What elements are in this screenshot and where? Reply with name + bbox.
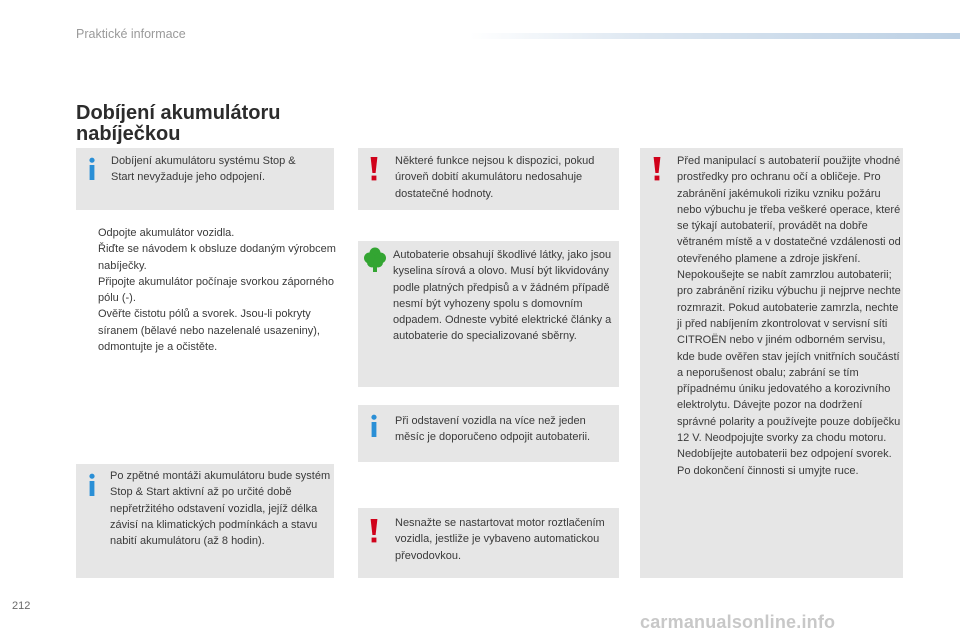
- info-box-stop-start: [76, 148, 334, 210]
- eco-box-text: Autobaterie obsahují škodlivé látky, jako jsou kyselina sírová a olovo. Musí být likvidovány podle platných předpisů a v žádném případě nesmí být vyhozeny spolu s domovním odpadem. Odneste vybité elektrické články a autobaterie do specializované sběrny.: [393, 249, 612, 343]
- list-item: Připojte akumulátor počínaje svorkou záporného pólu (-).: [98, 275, 335, 305]
- eco-box-disposal: [358, 241, 619, 387]
- recycling-tree-icon: [364, 247, 386, 273]
- warning-box-text: Před manipulací s autobaterií použijte vhodné prostředky pro ochranu očí a obličeje. Pro zabránění jakémukoli riziku vzniku požáru nebo výbuchu je třeba veškeré operace, které se týkají autobaterií, provádět na dobře větraném místě a v dostatečné vzdálenosti od otevřeného plamene a zdroje jiskření. Nepokoušejte se nabít zamrzlou autobaterii; pro zabránění riziku výbuchu ji nejprve nechte rozmrazit. Pokud autobaterie zamrzla, nechte ji před nabíjením zkontrolovat v servisní síti CITROËN nebo v jiném odborném servisu, kde bude ověřen stav jejích vnitřních součástí a neporušenost obalu; zabrání se tím případnému úniku jedovatého a korozivního elektrolytu. Dávejte pozor na dodržení správné polarity a používejte pouze dobíječku 12 V. Neodpojujte svorky za chodu motoru. Nedobíjejte autobaterii bez odpojení svorek. Po dokončení činnosti si umyjte ruce.: [677, 155, 901, 477]
- info-box-disconnect: [358, 405, 619, 462]
- list-item: Ověřte čistotu pólů a svorek. Jsou-li pokryty síranem (bělavé nebo nazelenalé usazeniny), odmontujte je a očistěte.: [98, 308, 320, 354]
- info-box-text: Při odstavení vozidla na více než jeden měsíc je doporučeno odpojit autobaterii.: [395, 415, 591, 444]
- list-item: Odpojte akumulátor vozidla.: [98, 227, 235, 239]
- warning-box-handling: [640, 148, 903, 578]
- info-box-text: Dobíjení akumulátoru systému Stop & Start nevyžaduje jeho odpojení.: [111, 155, 296, 184]
- instruction-steps: [76, 225, 338, 355]
- info-box-reinstall: [76, 464, 334, 578]
- warning-box-push-start: [358, 508, 619, 578]
- warning-box-functions: [358, 148, 619, 210]
- header-gradient-bar: [470, 33, 960, 39]
- watermark: carmanualsonline.info: [640, 612, 836, 632]
- info-icon: [86, 157, 98, 181]
- info-icon: [368, 414, 380, 438]
- page-number: 212: [12, 600, 31, 612]
- warning-box-text: Nesnažte se nastartovat motor roztlačením vozidla, jestliže je vybaveno automatickou převodovkou.: [395, 517, 605, 562]
- warning-icon: [368, 519, 380, 543]
- warning-icon: [651, 157, 663, 181]
- info-icon: [86, 473, 98, 497]
- info-box-text: Po zpětné montáži akumulátoru bude systém Stop & Start aktivní až po určité době nepřetržitého odstavení vozidla, jejíž délka závisí na klimatických podmínkách a stavu nabití akumulátoru (až 8 hodin).: [110, 470, 331, 548]
- page-title: Dobíjení akumulátoru nabíječkou: [76, 102, 281, 145]
- section-header: Praktické informace: [76, 27, 186, 41]
- warning-icon: [368, 157, 380, 181]
- list-item: Řiďte se návodem k obsluze dodaným výrobcem nabíječky.: [98, 243, 336, 272]
- warning-box-text: Některé funkce nejsou k dispozici, pokud úroveň dobití akumulátoru nedosahuje dostatečné hodnoty.: [395, 155, 595, 200]
